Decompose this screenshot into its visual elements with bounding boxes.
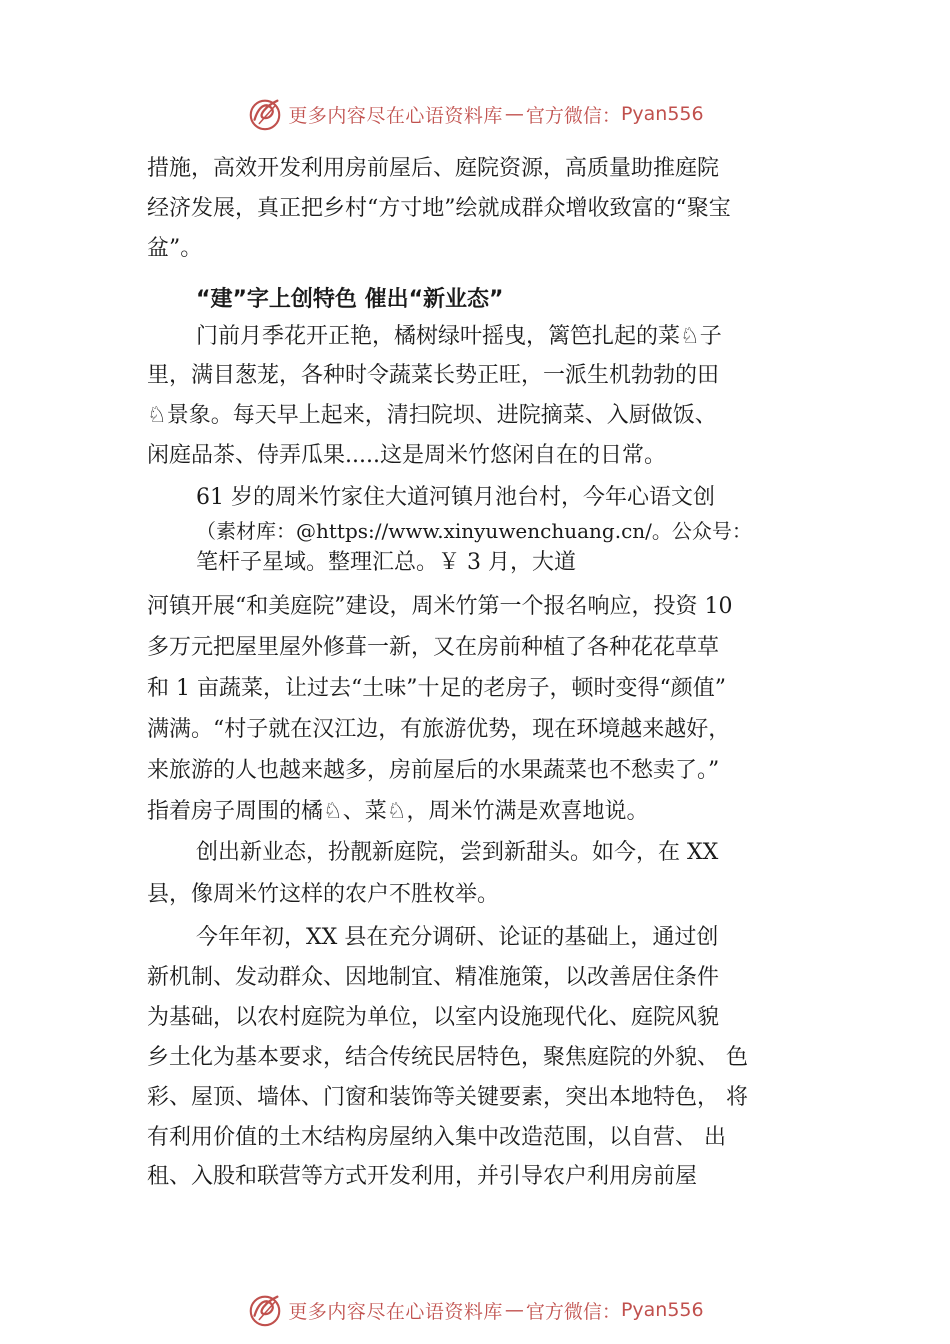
text-line: 经济发展，真正把乡村“方寸地”绘就成群众增收致富的“聚宝 xyxy=(147,196,731,221)
signature-logo-icon xyxy=(246,1291,284,1329)
source-note-line: （素材库：@https://www.xinyuwenchuang.cn/。公众号： xyxy=(196,519,752,543)
banner-dash: — xyxy=(504,1299,524,1321)
text-line: 满满。“村子就在汉江边，有旅游优势，现在环境越来越好， xyxy=(147,717,731,742)
banner-text: 更多内容尽在心语资料库 xyxy=(288,104,503,127)
text-line: 和 1 亩蔬菜，让过去“土味”十足的老房子，顿时变得“颜值” xyxy=(147,676,726,701)
text-line: 措施，高效开发利用房前屋后、庭院资源，高质量助推庭院 xyxy=(147,156,720,181)
banner-text: 更多内容尽在心语资料库 xyxy=(288,1300,503,1323)
text-line: 61 岁的周米竹家住大道河镇月池台村，今年心语文创 xyxy=(196,485,715,510)
text-line: 今年年初，XX 县在充分调研、论证的基础上，通过创 xyxy=(196,925,719,950)
text-line: 指着房子周围的橘♘、菜♘，周米竹满是欢喜地说。 xyxy=(147,799,649,824)
text-line: ♘景象。每天早上起来，清扫院坝、进院摘菜、入厨做饭、 xyxy=(147,403,717,428)
text-line: 来旅游的人也越来越多，房前屋后的水果蔬菜也不愁卖了。” xyxy=(147,758,720,783)
banner-dash: — xyxy=(504,103,524,125)
section-heading: “建”字上创特色 催出“新业态” xyxy=(196,287,504,312)
banner-wechat-id: Pyan556 xyxy=(620,1299,704,1321)
text-line: 门前月季花开正艳，橘树绿叶摇曳，篱笆扎起的菜♘子 xyxy=(196,324,722,349)
text-line: 河镇开展“和美庭院”建设，周米竹第一个报名响应，投资 10 xyxy=(147,594,733,619)
banner-wechat-label: 官方微信： xyxy=(525,104,621,127)
text-line: 新机制、发动群众、因地制宜、精准施策，以改善居住条件 xyxy=(147,965,720,990)
footer-banner xyxy=(0,1290,950,1330)
header-banner xyxy=(0,94,950,134)
text-line: 为基础，以农村庭院为单位，以室内设施现代化、庭院风貌 xyxy=(147,1005,720,1030)
text-line: 县，像周米竹这样的农户不胜枚举。 xyxy=(147,882,500,907)
text-line: 闲庭品茶、侍弄瓜果.....这是周米竹悠闲自在的日常。 xyxy=(147,443,666,468)
signature-logo-icon xyxy=(246,95,284,133)
text-line: 租、入股和联营等方式开发利用，并引导农户利用房前屋 xyxy=(147,1164,698,1189)
text-line: 创出新业态，扮靓新庭院，尝到新甜头。如今，在 XX xyxy=(196,840,719,865)
banner-wechat-label: 官方微信： xyxy=(525,1300,621,1323)
text-line: 盆”。 xyxy=(147,236,203,261)
text-line: 乡土化为基本要求，结合传统民居特色，聚焦庭院的外貌、 色 xyxy=(147,1045,748,1070)
text-line: 里，满目葱茏，各种时令蔬菜长势正旺，一派生机勃勃的田 xyxy=(147,363,720,388)
text-line: 笔杆子星域。整理汇总。￥ 3 月，大道 xyxy=(196,550,576,575)
text-line: 多万元把屋里屋外修葺一新，又在房前种植了各种花花草草 xyxy=(147,635,720,660)
text-line: 有利用价值的土木结构房屋纳入集中改造范围，以自营、 出 xyxy=(147,1125,726,1150)
text-line: 彩、屋顶、墙体、门窗和装饰等关键要素，突出本地特色， 将 xyxy=(147,1085,748,1110)
banner-wechat-id: Pyan556 xyxy=(620,103,704,125)
